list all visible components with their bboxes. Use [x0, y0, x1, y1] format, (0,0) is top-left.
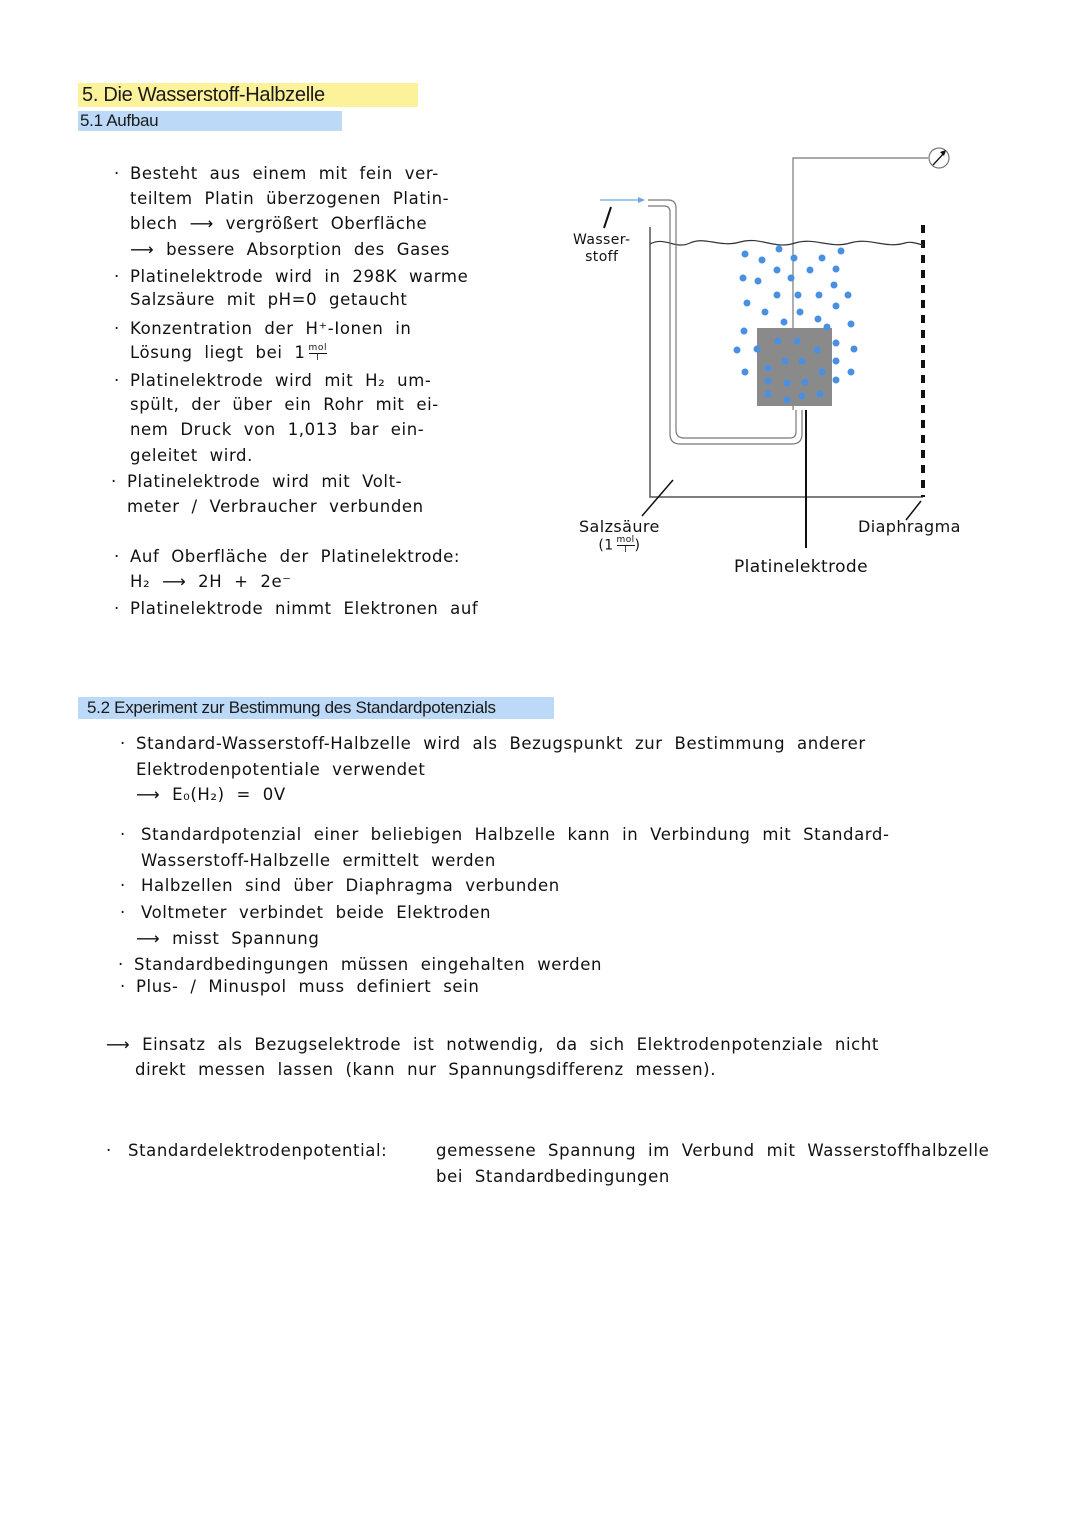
label-hydrochloric-acid: Salzsäure (1 $\frac{\text{mol}}{l}$ )	[579, 517, 660, 555]
exp-bullet-6: · Plus- / Minuspol muss definiert sein	[120, 977, 480, 996]
exp-bullet-1-line-2: Elektrodenpotentiale verwendet	[136, 760, 426, 779]
subsection-heading-aufbau: 5.1 Aufbau	[78, 111, 342, 131]
bullet-3: · Konzentration der H⁺-Ionen in	[114, 319, 412, 338]
bullet-dot: ·	[114, 164, 120, 183]
exp-bullet-4: · Voltmeter verbindet beide Elektroden	[120, 903, 492, 922]
bullet-4: · Platinelektrode wird mit H₂ um-	[114, 371, 432, 390]
bullet-dot: ·	[111, 472, 117, 491]
bullet-dot: ·	[114, 267, 120, 286]
bullet-1-line-3: blech ⟶ vergrößert Oberfläche	[130, 214, 428, 233]
bullet-2: · Platinelektrode wird in 298K warme	[114, 267, 469, 286]
bullet-4-line-4: geleitet wird.	[130, 446, 253, 465]
bullet-dot: ·	[120, 876, 126, 895]
exp-bullet-5: · Standardbedingungen müssen eingehalten werden	[118, 955, 603, 974]
reference-potential: ⟶ E₀(H₂) = 0V	[136, 785, 286, 804]
exp-bullet-3: · Halbzellen sind über Diaphragma verbunden	[120, 876, 560, 895]
voltmeter-icon	[929, 148, 949, 168]
experiment-notes	[106, 732, 1036, 1202]
conclusion-line-1: ⟶ Einsatz als Bezugselektrode ist notwendig, da sich Elektrodenpotenziale nicht	[106, 1035, 879, 1054]
bullet-2-line-2: Salzsäure mit pH=0 getaucht	[130, 290, 408, 309]
unit-fraction: $\frac{\text{mol}}{l}$	[308, 343, 328, 363]
definition-text-line-2: bei Standardbedingungen	[436, 1167, 670, 1186]
section-heading: 5. Die Wasserstoff-Halbzelle	[78, 83, 418, 107]
bullet-dot: ·	[120, 977, 126, 996]
exp-bullet-2-line-2: Wasserstoff-Halbzelle ermittelt werden	[141, 851, 496, 870]
label-hydrogen: Wasser- stoff	[573, 232, 631, 265]
bullet-4-line-3: nem Druck von 1,013 bar ein-	[130, 420, 425, 439]
bullet-4-line-2: spült, der über ein Rohr mit ei-	[130, 395, 439, 414]
definition-text-line-1: gemessene Spannung im Verbund mit Wasserstoffhalbzelle	[436, 1141, 990, 1160]
definition-term: · Standardelektrodenpotential:	[106, 1141, 388, 1160]
bullet-7: · Platinelektrode nimmt Elektronen auf	[114, 599, 479, 618]
exp-bullet-4-line-2: ⟶ misst Spannung	[136, 929, 320, 948]
bullet-1: · Besteht aus einem mit fein ver-	[114, 164, 439, 183]
bullet-1-line-2: teiltem Platin überzogenen Platin-	[130, 189, 450, 208]
bullet-dot: ·	[114, 319, 120, 338]
bullet-dot: ·	[114, 371, 120, 390]
unit-fraction: $\frac{\text{mol}}{l}$	[616, 535, 635, 555]
bullet-dot: ·	[120, 825, 126, 844]
label-platinum-electrode: Platinelektrode	[734, 557, 868, 577]
subsection-heading-experiment: 5.2 Experiment zur Bestimmung des Standardpotenzials	[78, 697, 554, 719]
bullet-dot: ·	[118, 955, 124, 974]
bullet-dot: ·	[120, 734, 126, 753]
bullet-1-line-4: ⟶ bessere Absorption des Gases	[130, 240, 450, 259]
bullet-6: · Auf Oberfläche der Platinelektrode:	[114, 547, 461, 566]
bullet-5: · Platinelektrode wird mit Volt-	[111, 472, 403, 491]
reaction-equation: H₂ ⟶ 2H + 2e⁻	[130, 572, 292, 591]
exp-bullet-2: · Standardpotenzial einer beliebigen Halbzelle kann in Verbindung mit Standard-	[120, 825, 890, 844]
bullet-dot: ·	[114, 599, 120, 618]
bullet-dot: ·	[114, 547, 120, 566]
aufbau-notes	[111, 160, 530, 630]
exp-bullet-1: · Standard-Wasserstoff-Halbzelle wird als Bezugspunkt zur Bestimmung anderer	[120, 734, 866, 753]
conclusion-line-2: direkt messen lassen (kann nur Spannungsdifferenz messen).	[135, 1060, 717, 1079]
bullet-3-line-2: Lösung liegt bei 1 $\frac{\text{mol}}{l}$	[130, 343, 328, 363]
bullet-dot: ·	[120, 903, 126, 922]
bullet-5-line-2: meter / Verbraucher verbunden	[127, 497, 424, 516]
label-diaphragm: Diaphragma	[858, 517, 961, 536]
hydrogen-half-cell-diagram	[560, 140, 1000, 590]
bullet-dot: ·	[106, 1141, 112, 1160]
